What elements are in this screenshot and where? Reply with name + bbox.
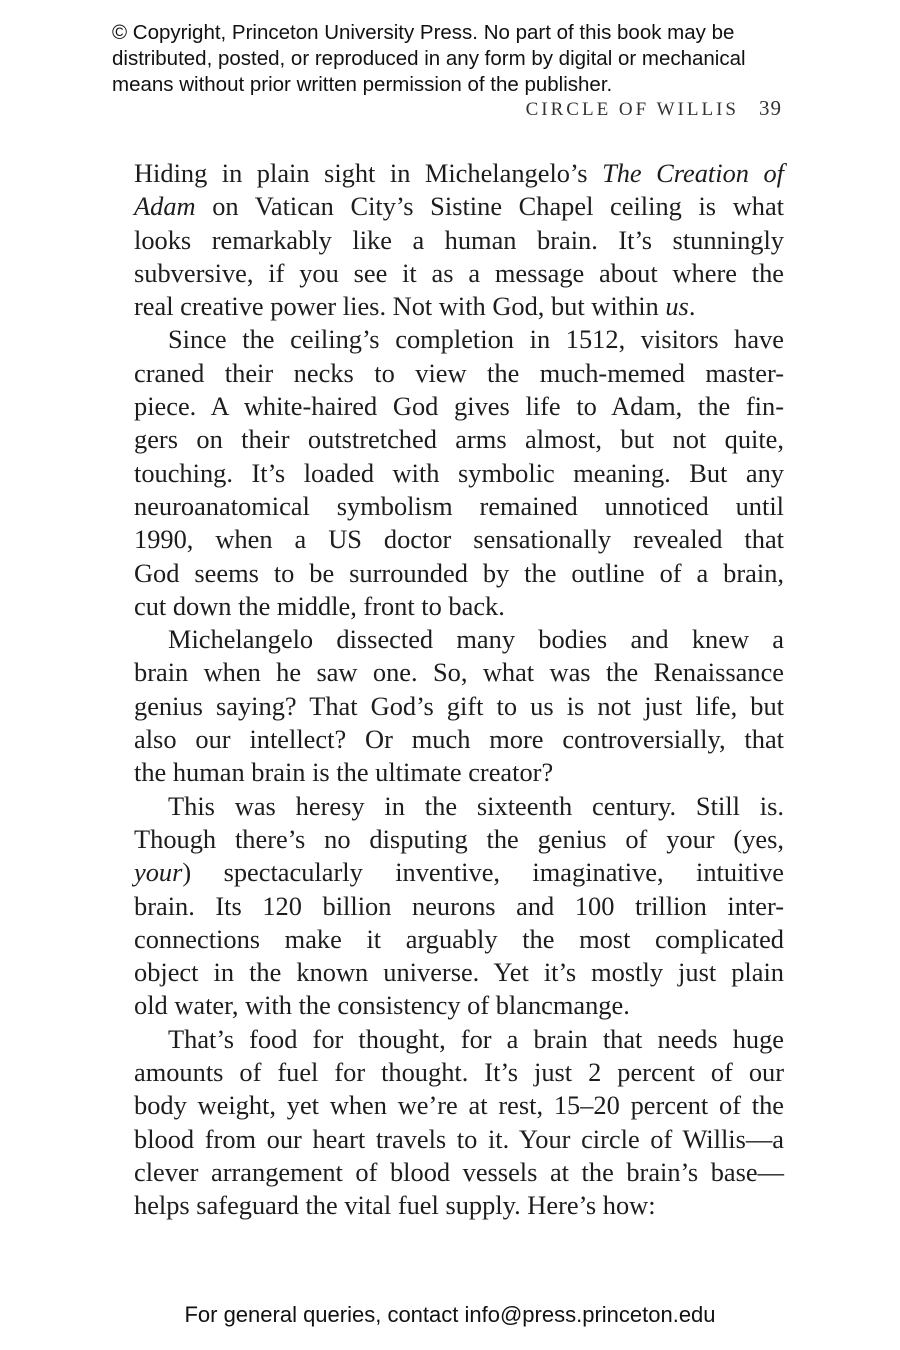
running-head [0,96,782,121]
body-text [134,157,784,1223]
italic-text: Adam [134,191,196,222]
italic-text: The Creation of [602,158,784,188]
text-line: piece. A white-haired God gives life to Adam, the fin- [134,391,784,422]
text-line: 1990, when a US doctor sensationally revealed that [134,524,784,555]
text-line: real creative power lies. Not with God, but within us. [134,291,696,322]
text-line: helps safeguard the vital fuel supply. Here’s how: [134,1190,656,1221]
text-line: neuroanatomical symbolism remained unnoticed until [134,490,784,521]
copyright-notice [112,20,802,98]
text-line: gers on their outstretched arms almost, but not quite, [134,424,784,455]
text-line: brain when he saw one. So, what was the Renaissance [134,657,784,688]
footer-contact: For general queries, contact info@press.princeton.edu [184,1302,716,1327]
text-line: Adam on Vatican City’s Sistine Chapel ceiling is what [134,191,784,222]
running-head-title: CIRCLE OF WILLIS [525,99,739,120]
text-line: object in the known universe. Yet it’s mostly just plain [134,957,784,988]
text-line: Hiding in plain sight in Michelangelo’s The Creation of [134,158,784,188]
text-line: old water, with the consistency of blancmange. [134,990,630,1021]
text-line: God seems to be surrounded by the outline of a brain, [134,557,784,588]
text-line: amounts of fuel for thought. It’s just 2 percent of our [134,1057,784,1088]
text-line: touching. It’s loaded with symbolic meaning. But any [134,457,784,488]
paragraph [134,157,784,323]
italic-text: us [665,291,689,322]
copyright-line: distributed, posted, or reproduced in any form by digital or mechanical [112,47,746,70]
paragraph [134,790,784,1023]
text-line: genius saying? That God’s gift to us is not just life, but [134,690,784,721]
text-line: craned their necks to view the much-memed master- [134,357,784,388]
copyright-line: means without prior written permission of the publisher. [112,73,613,96]
text-line: the human brain is the ultimate creator? [134,757,554,788]
copyright-line: © Copyright, Princeton University Press. No part of this book may be [112,21,735,44]
text-line: clever arrangement of blood vessels at the brain’s base— [134,1156,784,1187]
paragraph [134,323,784,623]
text-line: looks remarkably like a human brain. It’s stunningly [134,224,784,255]
text-line: blood from our heart travels to it. Your circle of Willis—a [134,1123,784,1154]
text-line: Though there’s no disputing the genius of your (yes, [134,823,784,854]
text-line: cut down the middle, front to back. [134,590,505,621]
text-line: subversive, if you see it as a message about where the [134,257,784,288]
paragraph [134,623,784,789]
text-line: body weight, yet when we’re at rest, 15–20 percent of the [134,1090,784,1121]
text-line: That’s food for thought, for a brain that needs huge [168,1023,784,1054]
paragraph [134,1023,784,1223]
text-line: Michelangelo dissected many bodies and knew a [168,624,784,655]
text-line: also our intellect? Or much more controversially, that [134,724,784,755]
page-number: 39 [759,96,782,120]
text-line: connections make it arguably the most complicated [134,923,784,954]
text-line: your) spectacularly inventive, imaginative, intuitive [134,857,784,888]
text-line: brain. Its 120 billion neurons and 100 trillion inter- [134,890,784,921]
italic-text: your [134,857,183,888]
text-line: Since the ceiling’s completion in 1512, visitors have [168,324,784,355]
text-line: This was heresy in the sixteenth century. Still is. [168,790,784,821]
